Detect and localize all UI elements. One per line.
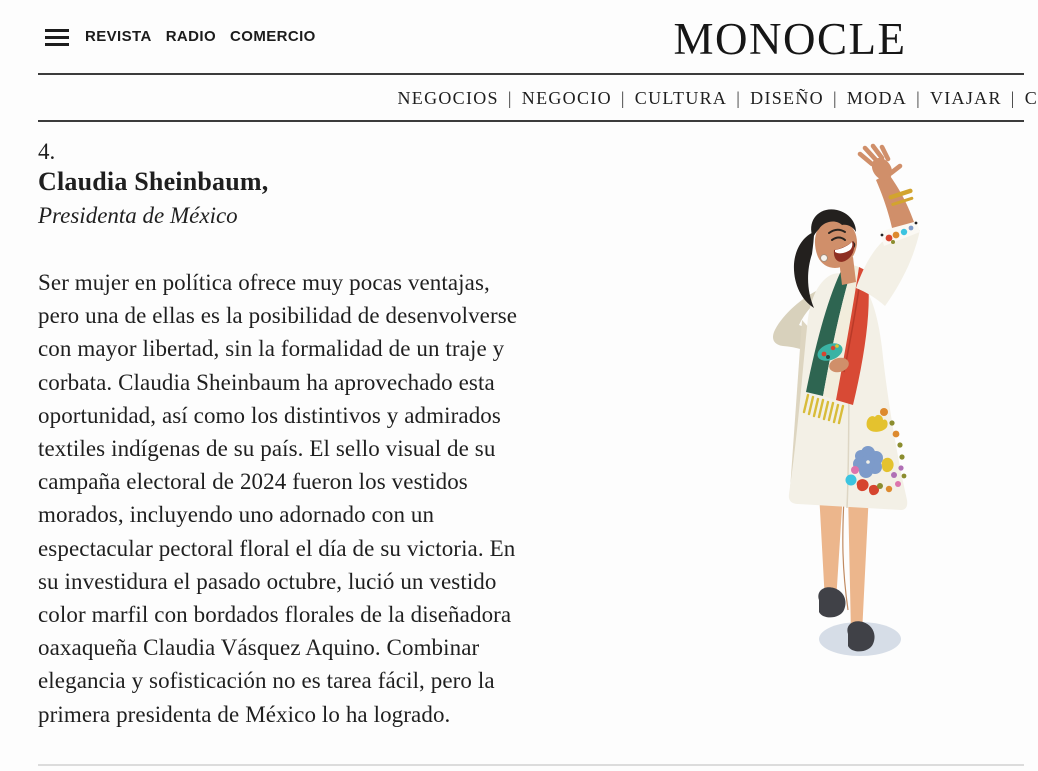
paragraph-line: oaxaqueña Claudia Vásquez Aquino. Combinar (38, 635, 480, 661)
nav-item-negocio[interactable]: NEGOCIO (521, 88, 612, 108)
article-subtitle: Presidenta de México (38, 203, 238, 228)
top-menu (85, 28, 330, 45)
paragraph-line: color marfil con bordados florales de la diseñadora (38, 602, 512, 628)
paragraph-line: campaña electoral de 2024 fueron los vestidos (38, 469, 468, 495)
nav-item-negocios[interactable]: NEGOCIOS (397, 88, 499, 108)
article-number: 4. (38, 139, 56, 164)
claudia-sheinbaum-illustration (756, 142, 1008, 677)
menu-item-revista[interactable]: REVISTA (85, 28, 152, 45)
waving-woman-illustration (756, 142, 1008, 677)
category-nav (397, 88, 1038, 109)
raised-arm (856, 146, 920, 306)
article-paragraph (38, 266, 517, 731)
monocle-logo[interactable]: MONOCLE (673, 14, 907, 64)
nav-item-viajar[interactable]: VIAJAR (929, 88, 1002, 108)
menu-item-comercio[interactable]: COMERCIO (230, 28, 316, 45)
paragraph-line: Ser mujer en política ofrece muy pocas ventajas, (38, 270, 490, 295)
section-divider (38, 764, 1024, 766)
nav-item-cultura[interactable]: CULTURA (634, 88, 728, 108)
nav-separator: | (916, 88, 921, 108)
paragraph-line: oportunidad, así como los distintivos y admirados (38, 402, 501, 428)
paragraph-line: corbata. Claudia Sheinbaum ha aprovechado esta (38, 369, 495, 395)
header-divider-bottom (38, 120, 1024, 122)
paragraph-line: con mayor libertad, sin la formalidad de un traje y (38, 336, 505, 362)
paragraph-line: su investidura el pasado octubre, lució un vestido (38, 568, 497, 594)
nav-separator: | (1010, 88, 1016, 108)
nav-item-moda[interactable]: MODA (846, 88, 908, 108)
paragraph-line: pero una de ellas es la posibilidad de desenvolverse (38, 303, 518, 329)
nav-separator: | (832, 88, 838, 108)
nav-item-dise-o[interactable]: DISEÑO (750, 88, 824, 108)
paragraph-line: espectacular pectoral floral el día de su victoria. En (38, 535, 516, 561)
nav-item-c[interactable]: C (1024, 88, 1038, 108)
nav-separator: | (736, 88, 742, 108)
paragraph-line: morados, incluyendo uno adornado con un (38, 502, 435, 528)
menu-item-radio[interactable]: RADIO (165, 28, 217, 45)
paragraph-line: elegancia y sofisticación no es tarea fácil, pero la (38, 668, 495, 694)
article-title: Claudia Sheinbaum, (38, 167, 269, 196)
nav-separator: | (620, 88, 626, 108)
paragraph-line: textiles indígenas de su país. El sello visual de su (38, 436, 496, 462)
paragraph-line: primera presidenta de México lo ha logrado. (38, 701, 451, 727)
waving-hand (860, 146, 900, 184)
earring (821, 255, 828, 262)
nav-separator: | (507, 88, 513, 108)
hamburger-menu-icon[interactable] (45, 29, 69, 46)
header-divider-top (38, 73, 1024, 75)
